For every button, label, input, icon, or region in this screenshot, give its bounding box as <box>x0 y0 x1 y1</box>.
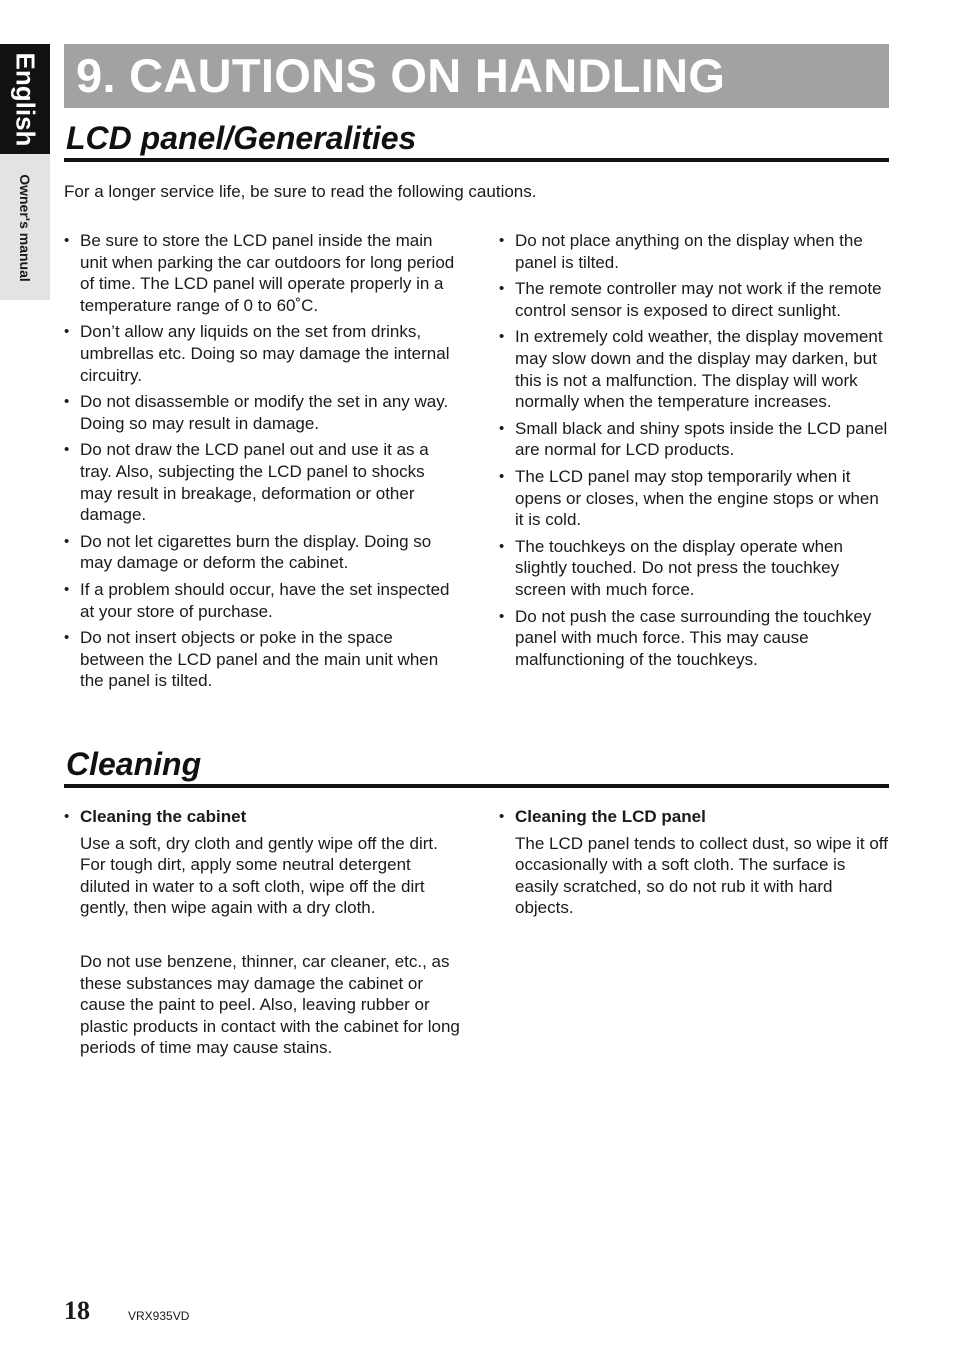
page-number: 18 <box>64 1296 90 1325</box>
list-item: • If a problem should occur, have the set inspected at your store of purchase. <box>64 579 460 622</box>
list-item: • Don’t allow any liquids on the set from drinks, umbrellas etc. Doing so may damage the internal circuitry. <box>64 321 460 386</box>
intro-text: For a longer service life, be sure to read the following cautions. <box>64 182 537 201</box>
cleaning-cabinet-para: Use a soft, dry cloth and gently wipe off the dirt. For tough dirt, apply some neutral detergent diluted in water to a soft cloth, wipe off the dirt gently, then wipe again with a dry cloth. <box>80 833 438 918</box>
list-item: • Do not place anything on the display when the panel is tilted. <box>499 230 891 273</box>
lcd-cautions-right-list <box>499 230 891 675</box>
section-header-lcd <box>64 118 889 162</box>
list-item: • Do not draw the LCD panel out and use it as a tray. Also, subjecting the LCD panel to shocks may result in breakage, deformation or other damage. <box>64 439 460 525</box>
list-item: • The remote controller may not work if the remote control sensor is exposed to direct sunlight. <box>499 278 891 321</box>
section-title-cleaning: Cleaning <box>66 746 202 782</box>
cleaning-cabinet-block <box>64 806 460 1059</box>
list-item: • The touchkeys on the display operate when slightly touched. Do not press the touchkey screen with much force. <box>499 536 891 601</box>
chapter-title: 9. CAUTIONS ON HANDLING <box>76 49 726 102</box>
list-item: • Do not push the case surrounding the touchkey panel with much force. This may cause malfunctioning of the touchkeys. <box>499 606 891 671</box>
list-item: • Be sure to store the LCD panel inside the main unit when parking the car outdoors for long period of time. The LCD panel will operate properly in a temperature range of 0 to 60˚C. <box>64 230 460 316</box>
list-item: • In extremely cold weather, the display movement may slow down and the display may darken, but this is not a malfunction. The display will work normally when the temperature increases. <box>499 326 891 412</box>
language-label <box>0 44 50 154</box>
list-item: • The LCD panel may stop temporarily when it opens or closes, when the engine stops or when it is cold. <box>499 466 891 531</box>
list-item: • Do not insert objects or poke in the space between the LCD panel and the main unit when the panel is tilted. <box>64 627 460 692</box>
list-item: • Small black and shiny spots inside the LCD panel are normal for LCD products. <box>499 418 891 461</box>
list-item: • Do not let cigarettes burn the display. Doing so may damage or deform the cabinet. <box>64 531 460 574</box>
cleaning-cabinet-warning: Do not use benzene, thinner, car cleaner, etc., as these substances may damage the cabinet or cause the paint to peel. Also, leaving rubber or plastic products in contact with the cabinet for long periods of time may cause stains. <box>80 951 460 1058</box>
chapter-banner <box>64 44 889 108</box>
manual-label <box>0 156 50 300</box>
section-header-cleaning <box>64 744 889 788</box>
section-title-lcd: LCD panel/Generalities <box>66 120 417 156</box>
cleaning-lcd-heading: • Cleaning the LCD panel <box>499 806 891 828</box>
manual-text: Owner's manual <box>17 174 33 282</box>
lcd-cautions-left-list <box>64 230 460 697</box>
cleaning-lcd-para: The LCD panel tends to collect dust, so wipe it off occasionally with a soft cloth. The surface is easily scratched, so do not rub it with hard objects. <box>515 833 888 918</box>
language-side-tab <box>0 44 50 300</box>
list-item: • Do not disassemble or modify the set in any way. Doing so may result in damage. <box>64 391 460 434</box>
cleaning-cabinet-heading: • Cleaning the cabinet <box>64 806 460 828</box>
cleaning-lcd-block <box>499 806 891 919</box>
language-text: English <box>10 52 41 146</box>
model-number: VRX935VD <box>128 1309 190 1323</box>
